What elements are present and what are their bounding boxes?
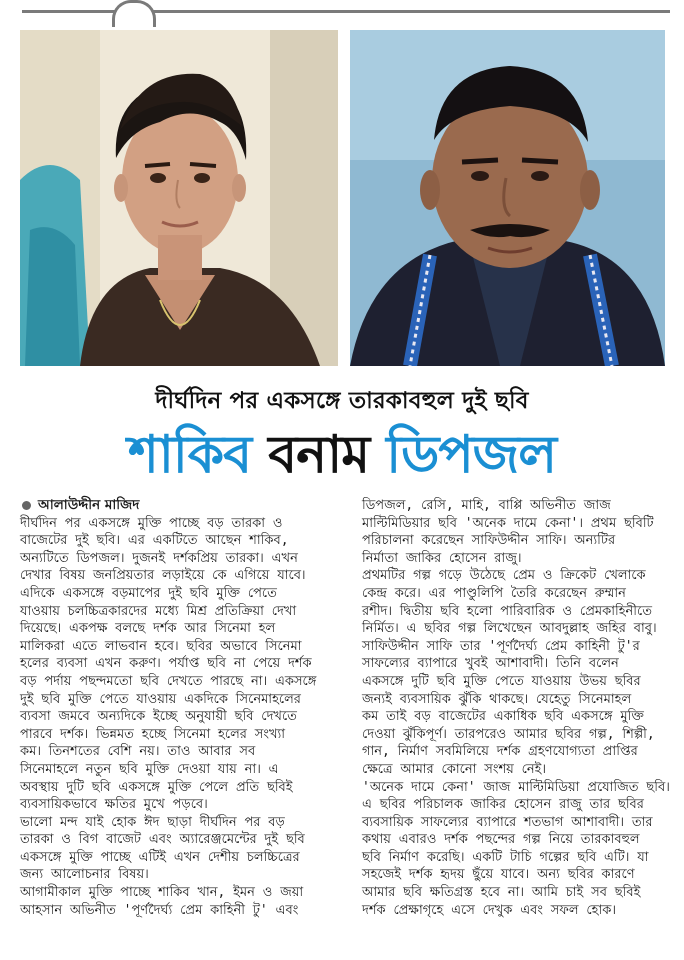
article-line: ব্যবসায়িক সাফল্যের ব্যাপারে শতভাগ আশাবাদী। তার: [362, 814, 653, 830]
article-column-left: [20, 497, 342, 919]
headline-part3: ডিপজল: [386, 425, 556, 485]
article-line: যাওয়ায় চলচ্চিত্রকারদের মধ্যে মিশ্র প্রতিক্রিয়া দেখা: [20, 603, 297, 619]
photo-right: [350, 30, 665, 366]
article-line: জন্যই ব্যবসায়িক ঝুঁকি থাকছে। যেহেতু সিনেমাহল: [362, 691, 632, 707]
article-line: হলের ব্যবসা এখন করুণ। পর্যাপ্ত ছবি না পেয়ে দর্শক: [20, 656, 312, 672]
headline-part2: বনাম: [268, 425, 370, 485]
article-line: সাফিউদ্দীন সাফি তার 'পূর্ণদৈর্ঘ্য প্রেম কাহিনী টু'র: [362, 638, 640, 654]
article-line: পারবে দর্শক। ভিন্নমত হচ্ছে সিনেমা হলের সংখ্যা: [20, 726, 286, 742]
section-tab-decoration: [112, 0, 156, 27]
article-line: আহসান অভিনীত 'পূর্ণদৈর্ঘ্য প্রেম কাহিনী টু' এবং: [20, 902, 299, 918]
article-line: কম। তিনশতের বেশি নয়। তাও আবার সব: [20, 744, 256, 760]
article-line: নির্মিত। এ ছবির গল্প লিখেছেন আবদুল্লাহ জহির বাবু।: [362, 621, 657, 637]
article-line: সাফল্যের ব্যাপারে খুবই আশাবাদী। তিনি বলেন: [362, 656, 619, 672]
article-line: কম তাই বড় বাজেটের একাধিক ছবি একসঙ্গে মুক্তি: [362, 709, 644, 725]
article-line: দিয়েছে। একপক্ষ বলছে দর্শক আর সিনেমা হল: [20, 621, 276, 637]
article-line: মালিকরা এতে লাভবান হবে। ছবির অভাবে সিনেমা: [20, 638, 302, 654]
article-line: পরিচালনা করেছেন সাফিউদ্দীন সাফি। অন্যটির: [362, 533, 616, 549]
headline: [0, 420, 684, 490]
article-line: দর্শক প্রেক্ষাগৃহে এসে দেখুক এবং সফল হোক।: [362, 902, 616, 918]
article-line: ছবি নির্মাণ করেছি। একটি টাচি গল্পের ছবি এটি। যা: [362, 849, 649, 865]
article-line: ব্যবসায়িকভাবে ক্ষতির মুখে পড়বে।: [20, 797, 208, 813]
headline-kicker: দীর্ঘদিন পর একসঙ্গে তারকাবহুল দুই ছবি: [155, 387, 529, 414]
portrait-right-image: [350, 30, 665, 366]
headline-part1: শাকিব: [128, 425, 252, 485]
article-line: অবস্থায় দুটি ছবি একসঙ্গে মুক্তি পেলে প্রতি ছবিই: [20, 779, 293, 795]
article-line: ক্ষেত্রে আমার কোনো সংশয় নেই।: [362, 761, 547, 777]
article-line: দেওয়া ঝুঁকিপূর্ণ। তারপরেও আমার ছবির গল্প, শিল্পী,: [362, 726, 655, 742]
article-line: প্রথমটির গল্প গড়ে উঠেছে প্রেম ও ক্রিকেট খেলাকে: [362, 568, 646, 584]
byline: [20, 497, 342, 515]
article-line: ভালো মন্দ যাই হোক ঈদ ছাড়া দীর্ঘদিন পর বড়: [20, 814, 285, 830]
byline-text: আলাউদ্দীন মাজিদ: [38, 497, 140, 513]
article-line: দুই ছবি মুক্তি পেতে যাওয়ায় একদিকে সিনেমাহলের: [20, 691, 301, 707]
article-line: ডিপজল, রেসি, মাহি, বাপ্পি অভিনীত জাজ: [362, 498, 611, 513]
article-line: জন্য আলোচনার বিষয়।: [20, 867, 149, 883]
article-line: দীর্ঘদিন পর একসঙ্গে মুক্তি পাচ্ছে বড় তারকা ও: [20, 515, 283, 531]
article-column-right: [362, 497, 668, 919]
article-line: দেখার বিষয় জনপ্রিয়তার লড়াইয়ে কে এগিয়ে যাবে।: [20, 568, 306, 584]
portrait-left-image: [20, 30, 338, 366]
article-line: ব্যবসা জমবে অন্যদিকে ইচ্ছে অনুযায়ী ছবি দেখতে: [20, 709, 297, 725]
photo-left: [20, 30, 338, 366]
article-line: আগামীকাল মুক্তি পাচ্ছে শাকিব খান, ইমন ও জয়া: [20, 885, 304, 901]
article-line: এদিকে একসঙ্গে বড়মাপের দুই ছবি মুক্তি পেতে: [20, 585, 277, 601]
article-line: আমার ছবি ক্ষতিগ্রস্ত হবে না। আমি চাই সব ছবিই: [362, 885, 641, 901]
article-line: 'অনেক দামে কেনা' জাজ মাল্টিমিডিয়া প্রযোজিত ছবি।: [362, 779, 670, 795]
article-line: সিনেমাহলে নতুন ছবি মুক্তি দেওয়া যায় না। এ: [20, 761, 279, 777]
article-line: বাজেটের দুই ছবি। এর একটিতে আছেন শাকিব,: [20, 533, 289, 549]
article-line: কথায় এবারও দর্শক পছন্দের গল্প নিয়ে তারকাবহুল: [362, 832, 640, 848]
article-line: একসঙ্গে মুক্তি পাচ্ছে এটিই এখন দেশীয় চলচ্চিত্রের: [20, 849, 300, 865]
article-line: কেন্দ্র করে। এর পাণ্ডুলিপি তৈরি করেছেন রুম্মান: [362, 585, 626, 601]
article-line: বড় পর্দায় পছন্দমতো ছবি দেখতে পারছে না। একসঙ্গে: [20, 673, 317, 689]
article-line: নির্মাতা জাকির হোসেন রাজু।: [362, 550, 522, 566]
article-line: মাল্টিমিডিয়ার ছবি 'অনেক দামে কেনা'। প্রথম ছবিটি: [362, 515, 654, 531]
article-line: সহজেই দর্শক হৃদয় ছুঁয়ে যাবে। অন্য ছবির কারণে: [362, 867, 635, 883]
article-line: এ ছবির পরিচালক জাকির হোসেন রাজু তার ছবির: [362, 797, 644, 813]
article-line: তারকা ও বিগ বাজেট এবং অ্যারেঞ্জমেন্টের দুই ছবি: [20, 832, 305, 848]
article-line: অন্যটিতে ডিপজল। দুজনই দর্শকপ্রিয় তারকা। এখন: [20, 550, 298, 566]
bullet-icon: [22, 501, 31, 510]
article-line: গান, নির্মাণ সবমিলিয়ে দর্শক গ্রহণযোগ্যতা প্রাপ্তির: [362, 744, 638, 760]
article-line: রশীদ। দ্বিতীয় ছবি হলো পারিবারিক ও প্রেমকাহিনীতে: [362, 603, 652, 619]
article-line: একসঙ্গে দুটি ছবি মুক্তি পেতে যাওয়ায় উভয় ছবির: [362, 673, 641, 689]
